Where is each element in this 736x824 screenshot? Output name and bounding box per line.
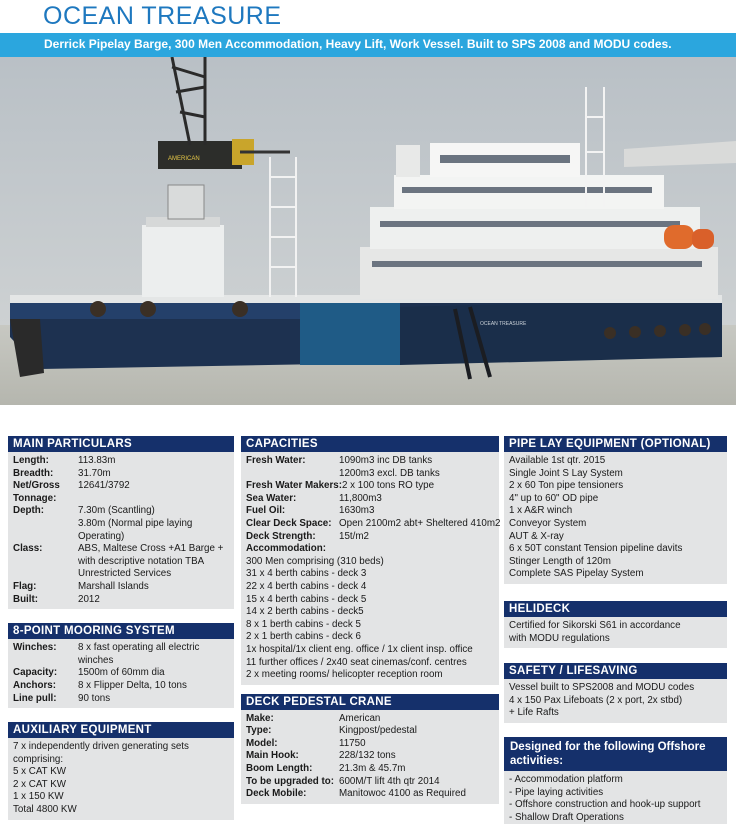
pipelay-line: Complete SAS Pipelay System	[509, 568, 644, 580]
crane-cab-text: AMERICAN	[168, 156, 200, 162]
spec-label: Length:	[13, 455, 49, 466]
spec-value: 12641/3792	[78, 480, 130, 492]
mooring-section	[8, 623, 234, 708]
spec-value: American	[339, 712, 381, 724]
spec-value: with descriptive notation TBA	[78, 555, 205, 567]
pipelay-body	[504, 452, 727, 584]
spec-value: 228/132 tons	[339, 750, 396, 762]
pipelay-section	[504, 436, 727, 584]
spec-row-boom-length	[246, 763, 494, 776]
safety-line: 4 x 150 Pax Lifeboats (2 x port, 2x stbd)	[509, 694, 683, 706]
spec-label: Line pull:	[13, 692, 57, 704]
spec-row-anchors	[13, 680, 229, 693]
pipelay-line: 4" up to 60" OD pipe	[509, 492, 599, 504]
hull-name-text: OCEAN TREASURE	[480, 321, 527, 327]
spec-value: 11,800m3	[339, 492, 382, 504]
spec-label: Main Hook:	[246, 750, 299, 762]
spec-row-deck-mobile	[246, 788, 494, 801]
spec-row-tonnage-label	[13, 493, 229, 506]
pipelay-line: AUT & X-ray	[509, 530, 564, 542]
accommodation-line: 8 x 1 berth cabins - deck 5	[246, 618, 361, 630]
pipelay-line: 1 x A&R winch	[509, 505, 573, 517]
spec-value: 600M/T lift 4th qtr 2014	[339, 775, 440, 787]
accommodation-label: Accommodation:	[246, 543, 327, 555]
mooring-body	[8, 639, 234, 708]
spec-label: Fuel Oil:	[246, 505, 286, 517]
spec-value: 1200m3 excl. DB tanks	[339, 467, 440, 479]
spec-row-length	[13, 455, 229, 468]
capacities-body	[241, 452, 499, 685]
spec-value: Kingpost/pedestal	[339, 725, 417, 737]
accommodation-line: 1x hospital/1x client eng. office / 1x client insp. office	[246, 643, 473, 655]
capacities-heading: CAPACITIES	[241, 436, 499, 452]
spec-row-water-makers	[246, 480, 494, 493]
pipelay-line: Available 1st qtr. 2015	[509, 455, 606, 466]
spec-row-model	[246, 738, 494, 751]
main-particulars-section	[8, 436, 234, 609]
accommodation-line: 22 x 4 berth cabins - deck 4	[246, 580, 367, 592]
aux-line: 5 x CAT KW	[13, 766, 66, 778]
vessel-illustration	[0, 57, 736, 405]
designed-line: - Accommodation platform	[509, 773, 623, 785]
designed-section	[504, 737, 727, 824]
aux-line: Total 4800 KW	[13, 804, 77, 816]
spec-row-winches	[13, 642, 229, 667]
spec-row-upgrade	[246, 776, 494, 789]
spec-row-class	[13, 543, 229, 581]
spec-row-deck-strength	[246, 531, 494, 544]
spec-label: Fresh Water Makers:	[246, 480, 343, 492]
accommodation-line: 2 x 1 berth cabins - deck 6	[246, 631, 361, 643]
column-middle	[241, 436, 499, 812]
spec-row-fresh-water	[246, 455, 494, 480]
column-right	[504, 436, 727, 824]
accommodation-line: 300 Men comprising (310 beds)	[246, 555, 384, 567]
spec-value: 8 x Flipper Delta, 10 tons	[78, 679, 187, 691]
mooring-heading: 8-POINT MOORING SYSTEM	[8, 623, 234, 639]
safety-heading: SAFETY / LIFESAVING	[504, 663, 727, 679]
pipelay-line: 6 x 50T constant Tension pipeline davits	[509, 543, 683, 555]
spec-row-tonnage	[13, 480, 229, 493]
spec-row-sea-water	[246, 493, 494, 506]
spec-value: 1630m3	[339, 505, 375, 517]
safety-body	[504, 679, 727, 723]
spec-label: Model:	[246, 737, 278, 749]
spec-value: Open 2100m2 abt+ Sheltered 410m2	[339, 517, 501, 529]
spec-label: Flag:	[13, 580, 37, 592]
crane-section	[241, 694, 499, 804]
spec-value: ABS, Maltese Cross +A1 Barge +	[78, 543, 224, 555]
accommodation-line: 15 x 4 berth cabins - deck 5	[246, 593, 367, 605]
spec-label: Make:	[246, 712, 274, 724]
pipelay-heading: PIPE LAY EQUIPMENT (OPTIONAL)	[504, 436, 727, 452]
spec-row-deck-space	[246, 517, 501, 531]
spec-label: Clear Deck Space:	[246, 517, 332, 529]
helideck-heading: HELIDECK	[504, 601, 727, 617]
spec-value: 7.30m (Scantling)	[78, 505, 155, 517]
crane-body	[241, 710, 499, 804]
spec-value: 3.80m (Normal pipe laying	[78, 517, 193, 529]
spec-value: Operating)	[78, 530, 125, 542]
spec-label: Depth:	[13, 505, 45, 517]
designed-line: - Pipe laying activities	[509, 786, 604, 798]
main-particulars-heading: MAIN PARTICULARS	[8, 436, 234, 452]
helideck-body	[504, 617, 727, 648]
main-particulars-body	[8, 452, 234, 609]
aux-line: 1 x 150 KW	[13, 791, 64, 803]
aux-line: 7 x independently driven generating sets comprising:	[13, 741, 189, 765]
spec-row-breadth	[13, 468, 229, 481]
pipelay-line: 2 x 60 Ton pipe tensioners	[509, 480, 624, 492]
spec-row-line-pull	[13, 693, 229, 706]
designed-line: - Shallow Draft Operations	[509, 811, 624, 823]
spec-label: Boom Length:	[246, 763, 313, 775]
subtitle-bar: Derrick Pipelay Barge, 300 Men Accommodation, Heavy Lift, Work Vessel. Built to SPS 2008 and MODU codes.	[0, 33, 736, 57]
spec-label: Tonnage:	[13, 492, 57, 504]
spec-row-flag	[13, 581, 229, 594]
spec-label: Sea Water:	[246, 492, 297, 504]
pipelay-line: Single Joint S Lay System	[509, 467, 623, 479]
designed-body	[504, 771, 727, 824]
spec-label: Deck Strength:	[246, 530, 316, 542]
capacities-section	[241, 436, 499, 685]
spec-row-main-hook	[246, 750, 494, 763]
pipelay-line: Conveyor System	[509, 517, 587, 529]
designed-line: - Offshore construction and hook-up support	[509, 799, 701, 811]
spec-value: Marshall Islands	[78, 580, 149, 592]
crane-heading: DECK PEDESTAL CRANE	[241, 694, 499, 710]
spec-value: 11750	[339, 737, 366, 749]
spec-label: Winches:	[13, 642, 57, 654]
spec-label: Anchors:	[13, 679, 57, 691]
spec-row-type	[246, 725, 494, 738]
safety-line: + Life Rafts	[509, 707, 559, 719]
safety-line: Vessel built to SPS2008 and MODU codes	[509, 682, 695, 694]
helideck-line: with MODU regulations	[509, 632, 610, 644]
spec-value: 31.70m	[78, 467, 111, 479]
spec-value: 8 x fast operating all electric winches	[78, 642, 200, 666]
column-left	[8, 436, 234, 824]
vessel-photo	[0, 57, 736, 405]
spec-row-capacity	[13, 667, 229, 680]
auxiliary-section	[8, 722, 234, 820]
spec-row-depth	[13, 505, 229, 543]
page-title: OCEAN TREASURE	[43, 2, 282, 30]
spec-value: Unrestricted Services	[78, 568, 172, 580]
pipelay-line: Stinger Length of 120m	[509, 555, 611, 567]
spec-label: Class:	[13, 543, 43, 555]
auxiliary-body	[8, 738, 234, 820]
spec-value: 1500m of 60mm dia	[78, 667, 165, 679]
accommodation-line: 14 x 2 berth cabins - deck5	[246, 606, 364, 618]
spec-label: Deck Mobile:	[246, 788, 307, 800]
spec-label: To be upgraded to:	[246, 775, 334, 787]
helideck-line: Certified for Sikorski S61 in accordance	[509, 619, 681, 631]
spec-value: 90 tons	[78, 692, 111, 704]
spec-label: Net/Gross	[13, 480, 60, 492]
spec-row-fuel-oil	[246, 505, 494, 518]
spec-label: Breadth:	[13, 467, 54, 479]
accommodation-line: 31 x 4 berth cabins - deck 3	[246, 568, 367, 580]
spec-label: Capacity:	[13, 667, 58, 679]
accommodation-line: 2 x meeting rooms/ helicopter reception room	[246, 669, 443, 681]
spec-label: Built:	[13, 593, 39, 605]
accommodation-line: 11 further offices / 2x40 seat cinemas/conf. centres	[246, 656, 467, 668]
spec-value: 2012	[78, 593, 100, 605]
spec-value: 1090m3 inc DB tanks	[339, 455, 433, 466]
safety-section	[504, 663, 727, 723]
helideck-section	[504, 601, 727, 648]
spec-value: 21.3m & 45.7m	[339, 763, 406, 775]
spec-row-make	[246, 713, 494, 726]
designed-heading: Designed for the following Offshore activities:	[504, 737, 727, 771]
auxiliary-heading: AUXILIARY EQUIPMENT	[8, 722, 234, 738]
spec-row-built	[13, 594, 229, 607]
spec-value: 15t/m2	[339, 530, 369, 542]
spec-label: Fresh Water:	[246, 455, 306, 466]
spec-value: 113.83m	[78, 455, 116, 466]
aux-line: 2 x CAT KW	[13, 778, 66, 790]
spec-label: Type:	[246, 725, 272, 737]
spec-value: Manitowoc 4100 as Required	[339, 788, 466, 800]
spec-value: 2 x 100 tons RO type	[342, 480, 435, 492]
